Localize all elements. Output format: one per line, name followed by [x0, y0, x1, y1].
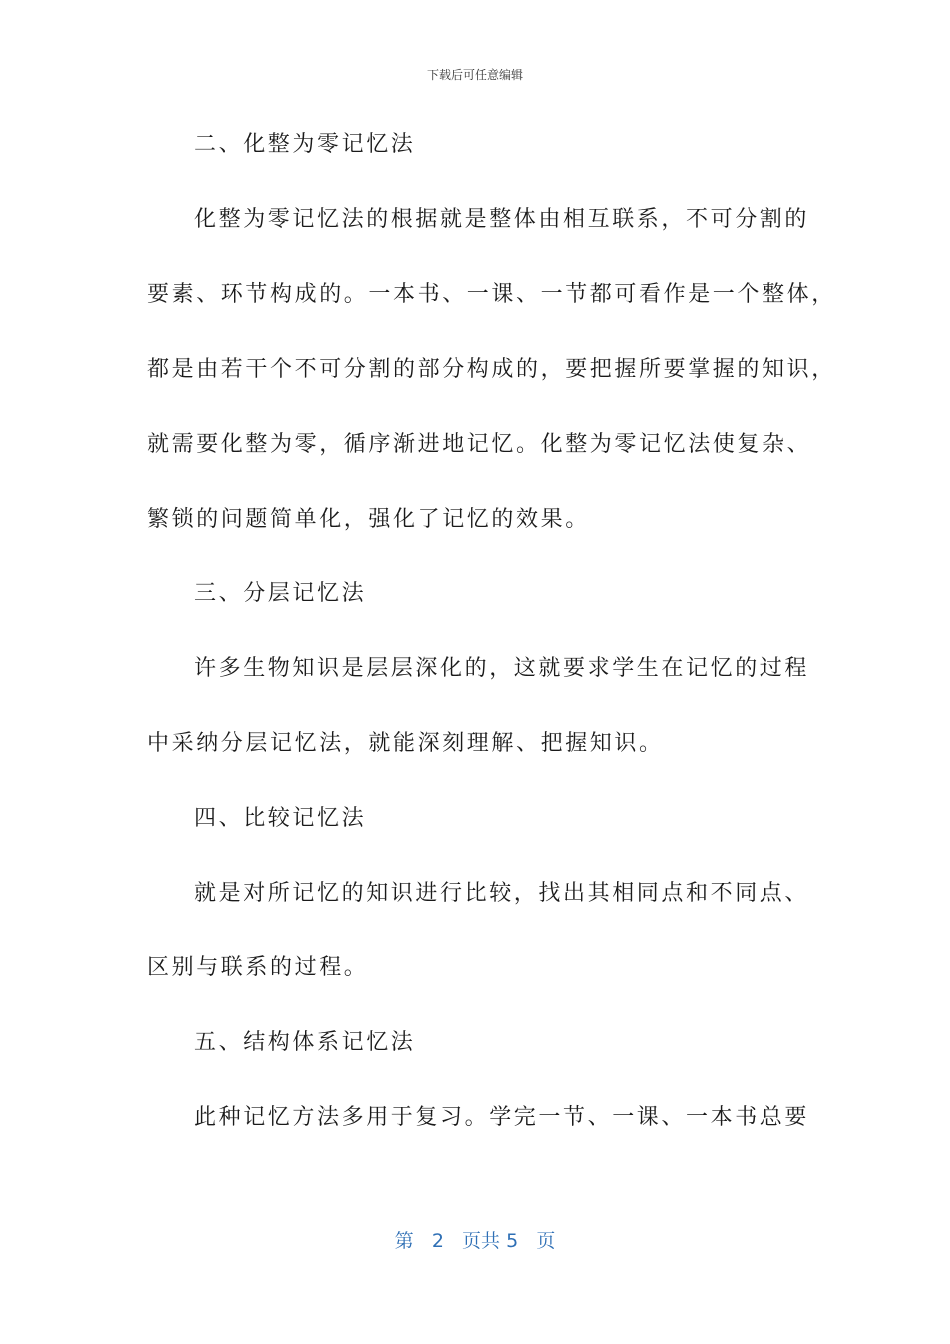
page-header-note: 下载后可任意编辑	[426, 68, 523, 82]
footer-current-page: 2	[431, 1230, 444, 1252]
paragraph-line: 化整为零记忆法的根据就是整体由相互联系，不可分割的	[194, 207, 810, 232]
section-heading: 四、比较记忆法	[194, 806, 367, 831]
section-heading: 三、分层记忆法	[194, 581, 367, 606]
paragraph-line: 中采纳分层记忆法，就能深刻理解、把握知识。	[147, 731, 664, 756]
footer-label-page: 第	[394, 1230, 414, 1252]
page-footer	[0, 1226, 950, 1253]
section-heading: 二、化整为零记忆法	[194, 132, 416, 157]
section-heading: 五、结构体系记忆法	[194, 1030, 416, 1055]
paragraph-line: 许多生物知识是层层深化的，这就要求学生在记忆的过程	[194, 656, 810, 681]
footer-label-end: 页	[536, 1230, 556, 1252]
paragraph-line: 就是对所记忆的知识进行比较，找出其相同点和不同点、	[194, 881, 810, 906]
paragraph-line: 就需要化整为零，循序渐进地记忆。化整为零记忆法使复杂、	[147, 432, 812, 457]
footer-total-pages: 5	[506, 1230, 519, 1252]
paragraph-line: 繁锁的问题简单化，强化了记忆的效果。	[147, 507, 590, 532]
paragraph-line: 要素、环节构成的。一本书、一课、一节都可看作是一个整体，	[147, 282, 836, 307]
footer-label-total: 页共	[462, 1230, 501, 1252]
paragraph-line: 区别与联系的过程。	[147, 955, 369, 980]
paragraph-line: 都是由若干个不可分割的部分构成的，要把握所要掌握的知识，	[147, 357, 836, 382]
paragraph-line: 此种记忆方法多用于复习。学完一节、一课、一本书总要	[194, 1105, 810, 1130]
